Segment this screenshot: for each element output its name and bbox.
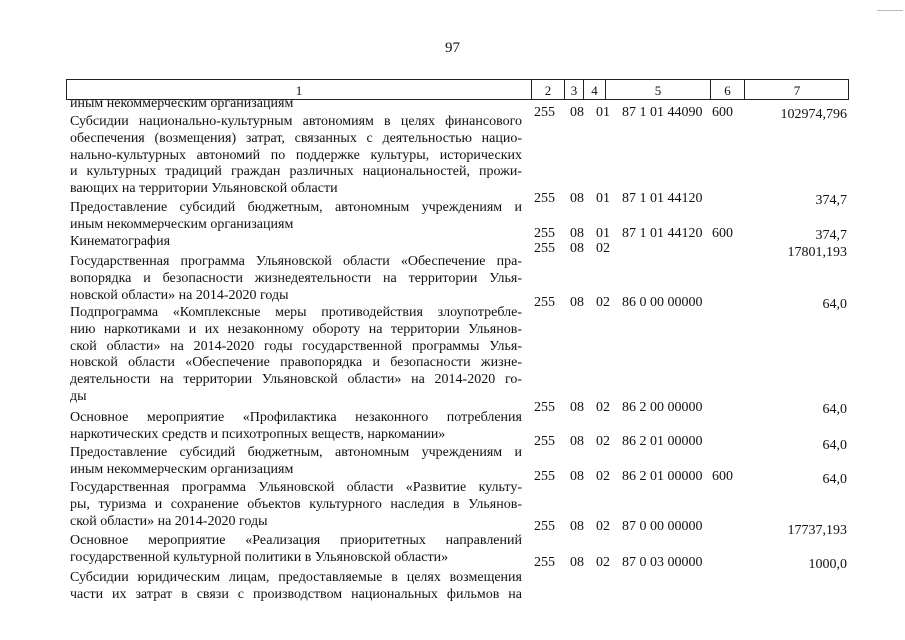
header-col-7: 7 — [793, 83, 801, 98]
cell-csr: 86 2 01 00000 — [622, 434, 703, 449]
cell-rz: 08 — [570, 555, 584, 570]
description-line: Основное мероприятие «Реализация приоритетных направлений — [70, 533, 522, 548]
cell-sum: 17801,193 — [787, 245, 847, 260]
page-number: 97 — [445, 40, 460, 56]
cell-csr: 87 1 01 44090 — [622, 105, 703, 120]
cell-sum: 64,0 — [822, 297, 847, 312]
cell-gr: 255 — [534, 226, 555, 241]
cell-sum: 64,0 — [822, 438, 847, 453]
cell-csr: 87 0 00 00000 — [622, 519, 703, 534]
row-description — [70, 96, 522, 113]
description-line: вающих на территории Ульяновской области — [70, 181, 338, 197]
row-description — [70, 410, 522, 444]
row-description — [70, 200, 522, 234]
description-line: части их затрат в связи с производством национальных фильмов на — [70, 586, 522, 602]
row-description — [70, 234, 522, 251]
header-col-2: 2 — [544, 83, 552, 98]
description-line: новской области «Обеспечение правопорядка и безопасности жизне- — [70, 355, 522, 371]
cell-sum: 64,0 — [822, 472, 847, 487]
description-line: ской области» на 2014-2020 годы — [70, 513, 268, 529]
cell-csr: 86 2 01 00000 — [622, 469, 703, 484]
cell-gr: 255 — [534, 434, 555, 449]
description-line: ской области» на 2014-2020 годы государственной программы Улья- — [70, 338, 522, 354]
header-col-6: 6 — [724, 83, 731, 98]
description-line: нию наркотиками и их незаконному обороту на территории Ульянов- — [70, 321, 522, 337]
description-line: иным некоммерческим организациям — [70, 96, 294, 111]
cell-pr: 02 — [596, 295, 610, 310]
cell-sum: 64,0 — [822, 402, 847, 417]
description-line: нально-культурных автономий по поддержке культуры, исторических — [70, 147, 522, 163]
cell-vr: 600 — [712, 469, 733, 484]
description-line: Кинематография — [70, 234, 171, 249]
cell-pr: 02 — [596, 434, 610, 449]
description-line: иным некоммерческим организациям — [70, 461, 294, 477]
cell-gr: 255 — [534, 295, 555, 310]
description-line: и культурных традиций граждан различных национальностей, прожи- — [70, 164, 522, 180]
cell-rz: 08 — [570, 519, 584, 534]
cell-vr: 600 — [712, 226, 733, 241]
row-description — [70, 533, 522, 567]
description-line: ры, туризма и сохранение объектов культурного наследия в Ульянов- — [70, 496, 522, 512]
cell-sum: 1000,0 — [808, 557, 847, 572]
description-line: новской области» на 2014-2020 годы — [70, 287, 289, 303]
cell-csr: 87 1 01 44120 — [622, 226, 703, 241]
description-line: Предоставление субсидий бюджетным, автономным учреждениям и — [70, 200, 522, 215]
description-line: Государственная программа Ульяновской области «Обеспечение пра- — [70, 254, 522, 269]
header-col-1: 1 — [295, 83, 303, 98]
cell-csr: 86 0 00 00000 — [622, 295, 703, 310]
description-line: государственной культурной политики в Ульяновской области» — [70, 549, 449, 565]
description-line: деятельности на территории Ульяновской области» на 2014-2020 го- — [70, 372, 522, 388]
row-description — [70, 480, 522, 530]
row-description — [70, 570, 522, 604]
row-description — [70, 305, 522, 406]
cell-sum: 17737,193 — [787, 523, 847, 538]
description-line: Предоставление субсидий бюджетным, автономным учреждениям и — [70, 445, 522, 460]
cell-sum: 374,7 — [815, 193, 847, 208]
cell-rz: 08 — [570, 191, 584, 206]
header-col-4: 4 — [591, 83, 598, 98]
header-col-5: 5 — [654, 83, 662, 98]
description-line: Государственная программа Ульяновской области «Развитие культу- — [70, 480, 522, 495]
cell-rz: 08 — [570, 400, 584, 415]
cell-csr: 87 1 01 44120 — [622, 191, 703, 206]
cell-pr: 02 — [596, 555, 610, 570]
cell-pr: 02 — [596, 400, 610, 415]
description-line: ды — [70, 388, 87, 404]
row-description — [70, 445, 522, 479]
cell-rz: 08 — [570, 295, 584, 310]
cell-rz: 08 — [570, 241, 584, 256]
cell-csr: 87 0 03 00000 — [622, 555, 703, 570]
cell-pr: 02 — [596, 241, 610, 256]
cell-pr: 02 — [596, 469, 610, 484]
cell-gr: 255 — [534, 400, 555, 415]
description-line: Основное мероприятие «Профилактика незаконного потребления — [70, 410, 522, 425]
cell-pr: 01 — [596, 105, 610, 120]
cell-vr: 600 — [712, 105, 733, 120]
cell-rz: 08 — [570, 469, 584, 484]
cell-rz: 08 — [570, 434, 584, 449]
cell-csr: 86 2 00 00000 — [622, 400, 703, 415]
header-col-3: 3 — [570, 83, 578, 98]
description-line: вопорядка и безопасности жизнедеятельности на территории Улья- — [70, 270, 522, 286]
row-description — [70, 114, 522, 198]
cell-pr: 01 — [596, 191, 610, 206]
description-line: иным некоммерческим организациям — [70, 216, 294, 232]
description-line: Субсидии юридическим лицам, предоставляемые в целях возмещения — [70, 570, 522, 585]
description-line: Подпрограмма «Комплексные меры противодействия злоупотребле- — [70, 305, 522, 320]
cell-gr: 255 — [534, 519, 555, 534]
cell-rz: 08 — [570, 226, 584, 241]
cell-sum: 374,7 — [815, 228, 847, 243]
cell-rz: 08 — [570, 105, 584, 120]
cell-gr: 255 — [534, 105, 555, 120]
cell-pr: 02 — [596, 519, 610, 534]
cell-gr: 255 — [534, 469, 555, 484]
cell-pr: 01 — [596, 226, 610, 241]
description-line: обеспечения (возмещения) затрат, связанных с деятельностью нацио- — [70, 130, 522, 146]
description-line: наркотических средств и психотропных веществ, наркомании» — [70, 426, 446, 442]
cell-gr: 255 — [534, 241, 555, 256]
cell-sum: 102974,796 — [780, 107, 847, 122]
description-line: Субсидии национально-культурным автономиям в целях финансового — [70, 114, 522, 129]
cell-gr: 255 — [534, 555, 555, 570]
row-description — [70, 254, 522, 304]
cell-gr: 255 — [534, 191, 555, 206]
